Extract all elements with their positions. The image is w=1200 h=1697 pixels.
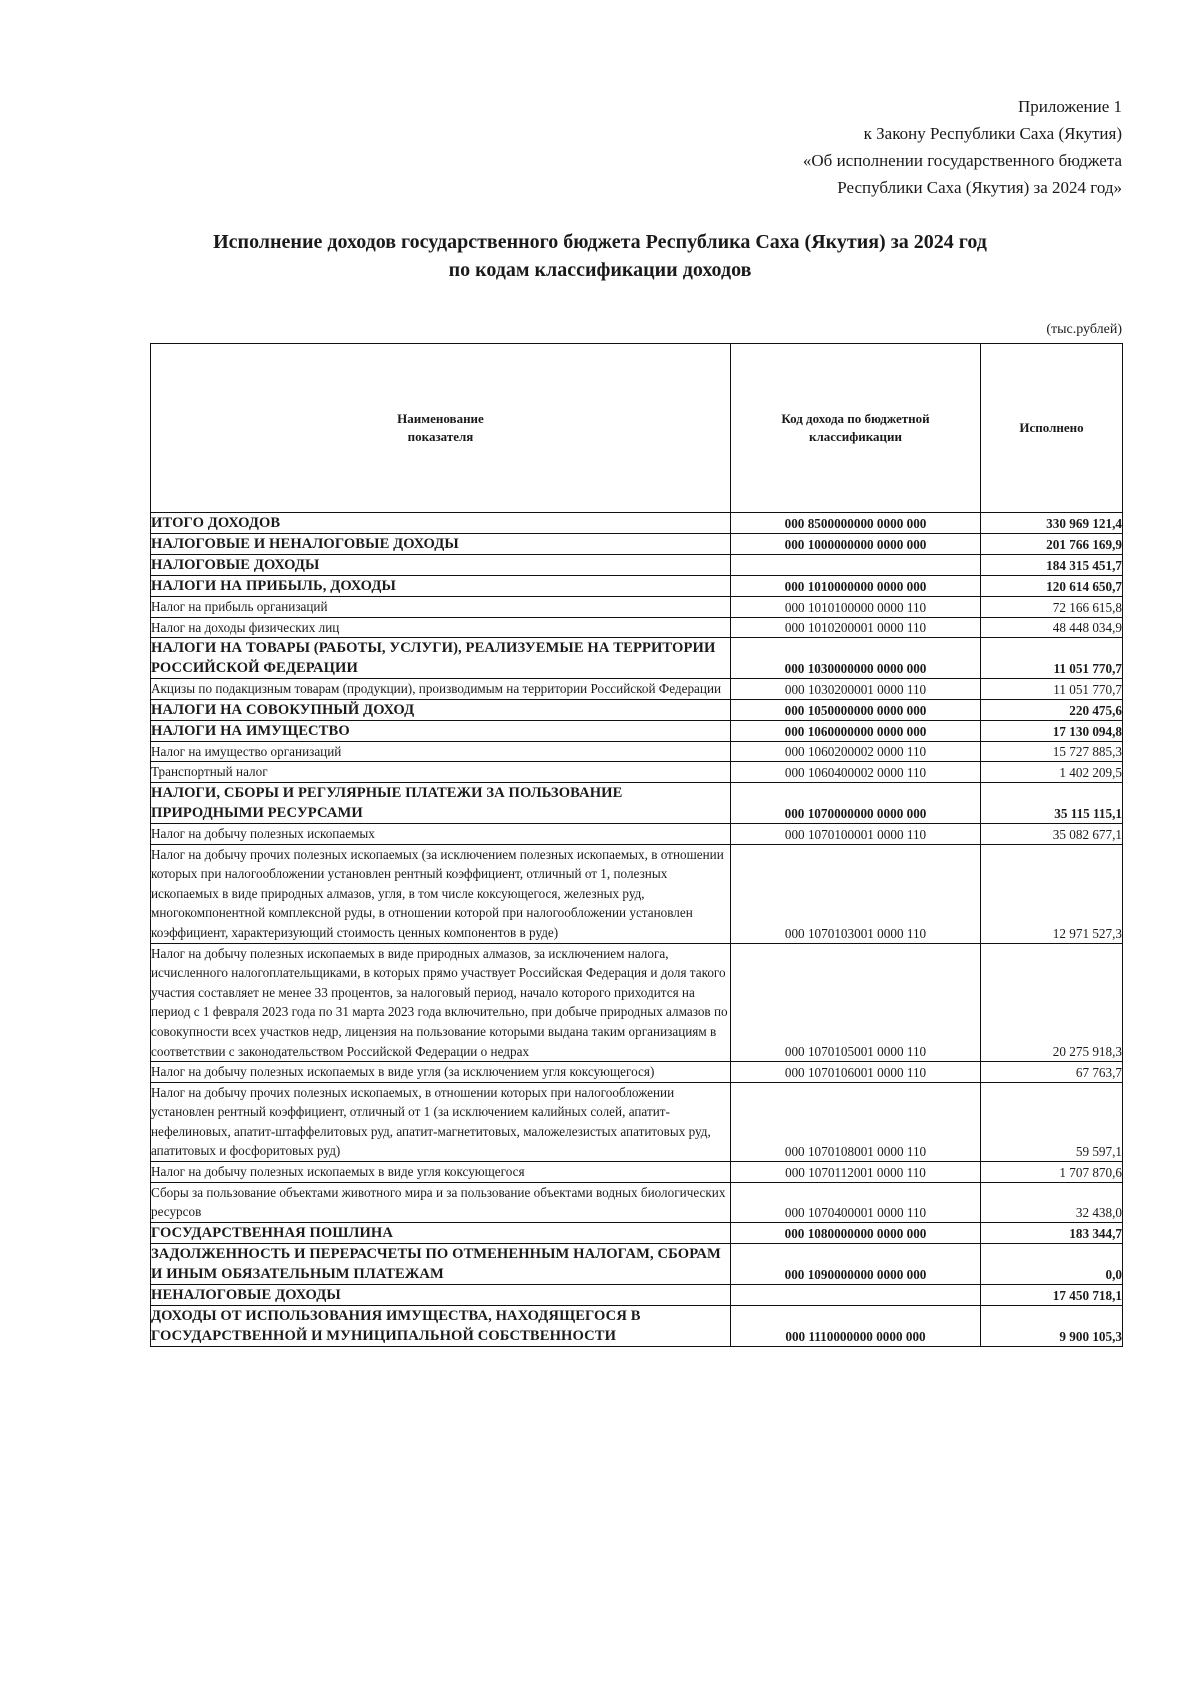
- row-value: 15 727 885,3: [981, 741, 1123, 762]
- row-value: 183 344,7: [981, 1222, 1123, 1243]
- row-name: Налог на добычу полезных ископаемых в виде природных алмазов, за исключением налога, исчисленного налогоплательщиками, в которых прямо участвует Российская Федерация и доля такого участия составляет не менее 33 процентов, за налоговый период, начало которого приходится на период с 1 февраля 2023 года по 31 марта 2023 года включительно, при добыче природных алмазов по совокупности всех участков недр, лицензия на пользование которыми выдана таким организациям в соответствии с законодательством Российской Федерации о недрах: [151, 943, 731, 1062]
- row-code: 000 1060000000 0000 000: [731, 720, 981, 741]
- table-header-row: [151, 344, 1123, 513]
- row-value: 35 115 115,1: [981, 782, 1123, 823]
- appendix-line: Приложение 1: [1018, 97, 1122, 116]
- row-value: 11 051 770,7: [981, 679, 1123, 700]
- row-name: Налог на добычу прочих полезных ископаемых (за исключением полезных ископаемых, в отношении которых при налогообложении установлен рентный коэффициент, отличный от 1, полезных ископаемых в виде природных алмазов, угля, в том числе коксующегося, железных руд, многокомпонентной комплексной руды, в отношении которой при налогообложении установлен коэффициент, характеризующий стоимость ценных компонентов в руде): [151, 844, 731, 943]
- appendix-note: [562, 93, 1122, 201]
- table-row: [151, 699, 1123, 720]
- row-value: 12 971 527,3: [981, 844, 1123, 943]
- row-value: 48 448 034,9: [981, 617, 1123, 638]
- row-code: 000 1070100001 0000 110: [731, 823, 981, 844]
- table-row: [151, 943, 1123, 1062]
- row-value: 201 766 169,9: [981, 534, 1123, 555]
- header-text: Наименование: [397, 411, 484, 426]
- row-value: 32 438,0: [981, 1182, 1123, 1222]
- row-value: 72 166 615,8: [981, 597, 1123, 618]
- row-name: НАЛОГИ НА ПРИБЫЛЬ, ДОХОДЫ: [151, 576, 731, 597]
- table-row: [151, 1162, 1123, 1183]
- table-row: [151, 1182, 1123, 1222]
- row-name: НАЛОГИ, СБОРЫ И РЕГУЛЯРНЫЕ ПЛАТЕЖИ ЗА ПОЛЬЗОВАНИЕ ПРИРОДНЫМИ РЕСУРСАМИ: [151, 782, 731, 823]
- row-name: Налог на добычу полезных ископаемых в виде угля коксующегося: [151, 1162, 731, 1183]
- table-row: [151, 1243, 1123, 1284]
- row-name: НАЛОГИ НА ТОВАРЫ (РАБОТЫ, УСЛУГИ), РЕАЛИЗУЕМЫЕ НА ТЕРРИТОРИИ РОССИЙСКОЙ ФЕДЕРАЦИИ: [151, 638, 731, 679]
- row-value: 1 707 870,6: [981, 1162, 1123, 1183]
- table-row: [151, 555, 1123, 576]
- table-row: [151, 576, 1123, 597]
- row-value: 17 450 718,1: [981, 1284, 1123, 1305]
- row-code: 000 1070105001 0000 110: [731, 943, 981, 1062]
- row-code: 000 1110000000 0000 000: [731, 1305, 981, 1346]
- table-row: [151, 762, 1123, 783]
- table-row: [151, 679, 1123, 700]
- table-row: [151, 1082, 1123, 1161]
- row-code: 000 1080000000 0000 000: [731, 1222, 981, 1243]
- table-row: [151, 534, 1123, 555]
- table-body: [151, 513, 1123, 1347]
- row-name: Сборы за пользование объектами животного мира и за пользование объектами водных биологических ресурсов: [151, 1182, 731, 1222]
- row-name: НАЛОГОВЫЕ ДОХОДЫ: [151, 555, 731, 576]
- row-name: ИТОГО ДОХОДОВ: [151, 513, 731, 534]
- row-value: 1 402 209,5: [981, 762, 1123, 783]
- income-table: [150, 343, 1123, 1347]
- row-name: Налог на прибыль организаций: [151, 597, 731, 618]
- row-code: 000 1050000000 0000 000: [731, 699, 981, 720]
- row-code: [731, 555, 981, 576]
- row-code: 000 1060400002 0000 110: [731, 762, 981, 783]
- header-text: классификации: [808, 429, 903, 444]
- row-code: 000 1070000000 0000 000: [731, 782, 981, 823]
- row-name: НАЛОГИ НА ИМУЩЕСТВО: [151, 720, 731, 741]
- header-text: Код дохода по бюджетной: [781, 411, 930, 426]
- table-row: [151, 597, 1123, 618]
- appendix-line: к Закону Республики Саха (Якутия): [863, 124, 1122, 143]
- row-value: 9 900 105,3: [981, 1305, 1123, 1346]
- table-row: [151, 1305, 1123, 1346]
- row-code: 000 1070400001 0000 110: [731, 1182, 981, 1222]
- row-code: 000 1010100000 0000 110: [731, 597, 981, 618]
- row-name: Налог на доходы физических лиц: [151, 617, 731, 638]
- row-code: 000 8500000000 0000 000: [731, 513, 981, 534]
- row-code: 000 1010000000 0000 000: [731, 576, 981, 597]
- row-code: 000 1030200001 0000 110: [731, 679, 981, 700]
- row-code: 000 1070112001 0000 110: [731, 1162, 981, 1183]
- row-value: 330 969 121,4: [981, 513, 1123, 534]
- column-header-code: [731, 344, 981, 513]
- row-name: Налог на добычу полезных ископаемых в виде угля (за исключением угля коксующегося): [151, 1062, 731, 1083]
- table-row: [151, 823, 1123, 844]
- row-code: 000 1010200001 0000 110: [731, 617, 981, 638]
- table-row: [151, 741, 1123, 762]
- row-code: 000 1000000000 0000 000: [731, 534, 981, 555]
- row-name: Налог на добычу прочих полезных ископаемых, в отношении которых при налогообложении установлен рентный коэффициент, отличный от 1 (за исключением калийных солей, апатит-нефелиновых, апатит-штаффелитовых руд, апатит-магнетитовых, маложелезистых апатитовых руд, апатитовых и фосфоритовых руд): [151, 1082, 731, 1161]
- row-value: 11 051 770,7: [981, 638, 1123, 679]
- row-code: 000 1060200002 0000 110: [731, 741, 981, 762]
- table-row: [151, 720, 1123, 741]
- row-name: НАЛОГОВЫЕ И НЕНАЛОГОВЫЕ ДОХОДЫ: [151, 534, 731, 555]
- table-row: [151, 638, 1123, 679]
- row-name: Налог на имущество организаций: [151, 741, 731, 762]
- row-name: НАЛОГИ НА СОВОКУПНЫЙ ДОХОД: [151, 699, 731, 720]
- row-value: 184 315 451,7: [981, 555, 1123, 576]
- table-row: [151, 844, 1123, 943]
- row-name: Транспортный налог: [151, 762, 731, 783]
- row-name: ГОСУДАРСТВЕННАЯ ПОШЛИНА: [151, 1222, 731, 1243]
- row-code: [731, 1284, 981, 1305]
- row-code: 000 1070108001 0000 110: [731, 1082, 981, 1161]
- title-line: Исполнение доходов государственного бюджета Республика Саха (Якутия) за 2024 год: [213, 231, 987, 253]
- row-code: 000 1030000000 0000 000: [731, 638, 981, 679]
- table-row: [151, 1062, 1123, 1083]
- row-code: 000 1070103001 0000 110: [731, 844, 981, 943]
- document-title: [150, 228, 1050, 284]
- table-row: [151, 782, 1123, 823]
- row-name: ДОХОДЫ ОТ ИСПОЛЬЗОВАНИЯ ИМУЩЕСТВА, НАХОДЯЩЕГОСЯ В ГОСУДАРСТВЕННОЙ И МУНИЦИПАЛЬНОЙ СОБСТВЕННОСТИ: [151, 1305, 731, 1346]
- table-row: [151, 1284, 1123, 1305]
- row-value: 17 130 094,8: [981, 720, 1123, 741]
- units-label: (тыс.рублей): [1046, 322, 1122, 337]
- row-value: 59 597,1: [981, 1082, 1123, 1161]
- row-name: Налог на добычу полезных ископаемых: [151, 823, 731, 844]
- title-line: по кодам классификации доходов: [448, 259, 752, 281]
- row-code: 000 1070106001 0000 110: [731, 1062, 981, 1083]
- appendix-line: «Об исполнении государственного бюджета: [802, 151, 1122, 170]
- table-row: [151, 1222, 1123, 1243]
- row-value: 120 614 650,7: [981, 576, 1123, 597]
- header-text: показателя: [407, 429, 474, 444]
- row-value: 220 475,6: [981, 699, 1123, 720]
- table-row: [151, 617, 1123, 638]
- row-code: 000 1090000000 0000 000: [731, 1243, 981, 1284]
- column-header-name: [151, 344, 731, 513]
- row-value: 20 275 918,3: [981, 943, 1123, 1062]
- header-text: Исполнено: [1019, 420, 1084, 435]
- appendix-line: Республики Саха (Якутия) за 2024 год»: [837, 178, 1122, 197]
- column-header-value: [981, 344, 1123, 513]
- row-value: 0,0: [981, 1243, 1123, 1284]
- row-name: НЕНАЛОГОВЫЕ ДОХОДЫ: [151, 1284, 731, 1305]
- table-row: [151, 513, 1123, 534]
- row-value: 35 082 677,1: [981, 823, 1123, 844]
- row-value: 67 763,7: [981, 1062, 1123, 1083]
- row-name: ЗАДОЛЖЕННОСТЬ И ПЕРЕРАСЧЕТЫ ПО ОТМЕНЕННЫМ НАЛОГАМ, СБОРАМ И ИНЫМ ОБЯЗАТЕЛЬНЫМ ПЛАТЕЖАМ: [151, 1243, 731, 1284]
- row-name: Акцизы по подакцизным товарам (продукции), производимым на территории Российской Федерации: [151, 679, 731, 700]
